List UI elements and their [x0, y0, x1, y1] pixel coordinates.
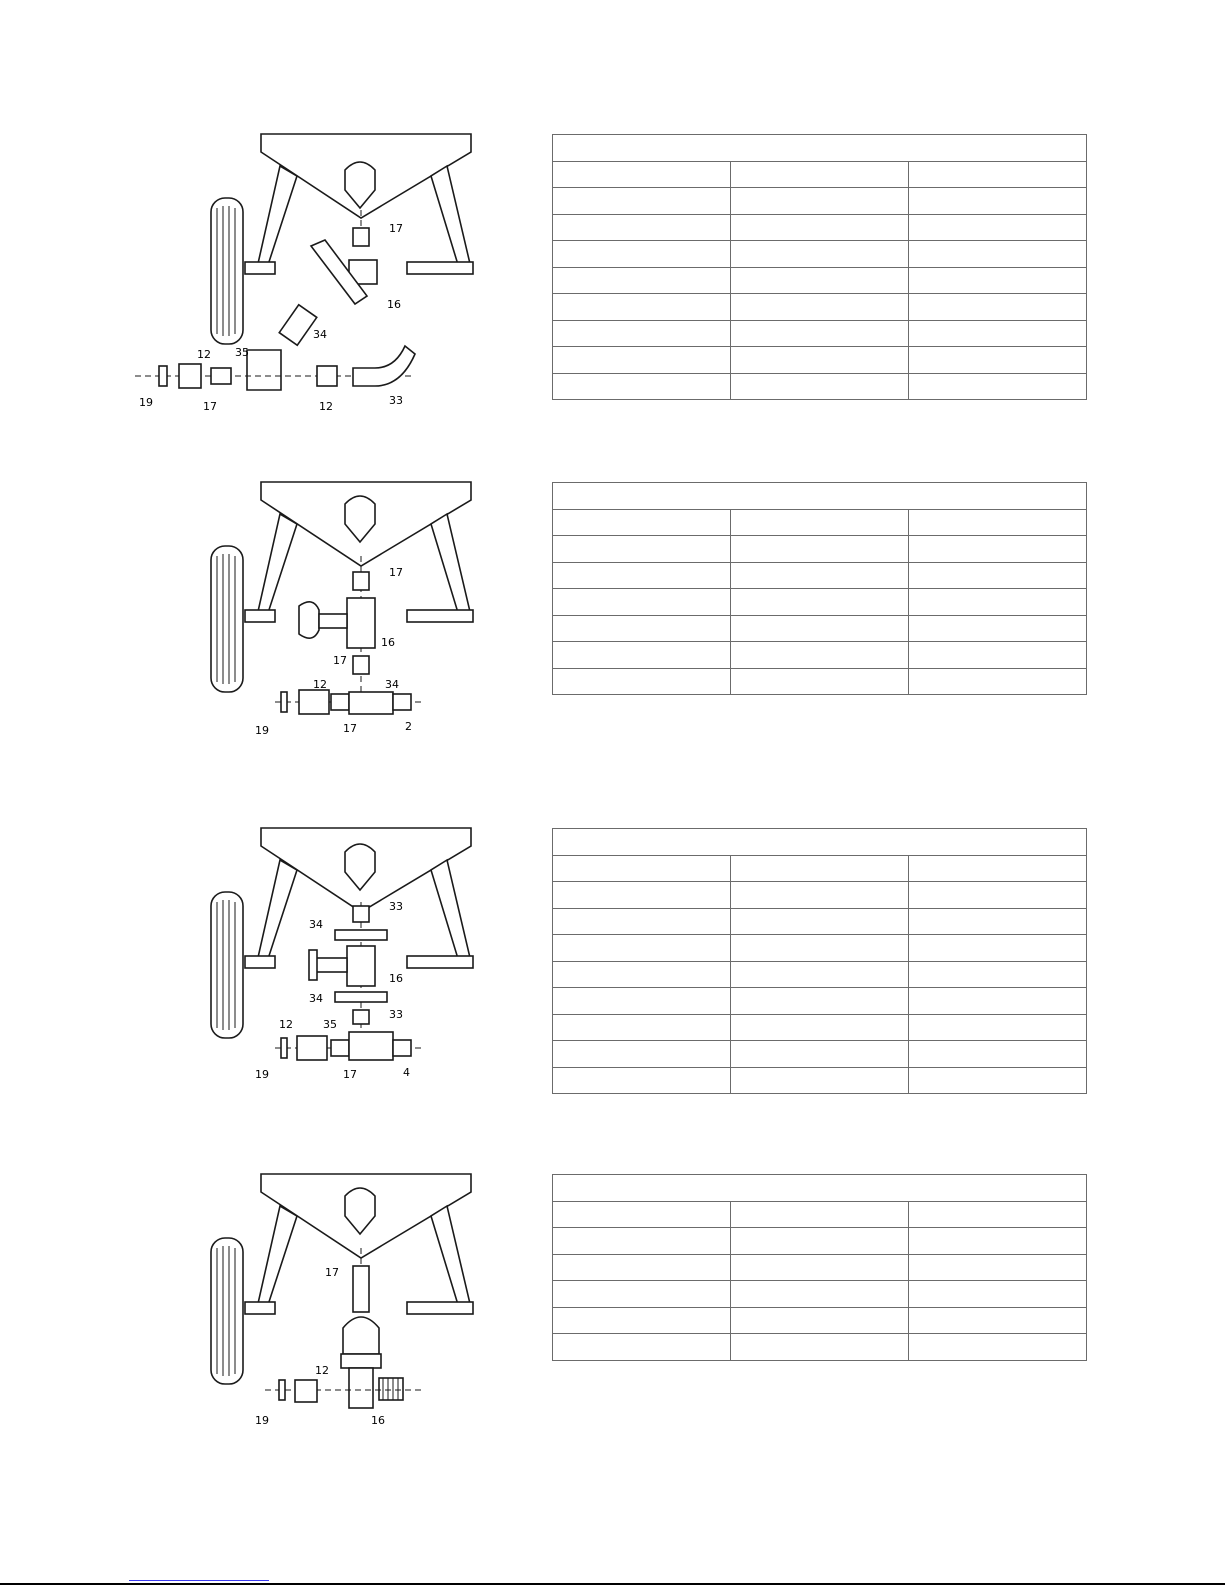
wheel [211, 892, 243, 1038]
table-row [553, 373, 1087, 400]
exploded-view-svg [135, 476, 495, 796]
nipple-17 [353, 228, 369, 246]
callout-33: 33 [389, 1008, 403, 1021]
callout-2: 2 [405, 720, 412, 733]
table-title [553, 1175, 1087, 1202]
table-row [553, 509, 1087, 536]
plug-2 [393, 694, 411, 710]
valve-collar [341, 1354, 381, 1368]
valve-handwheel [309, 950, 317, 980]
frame-leg-right [431, 514, 471, 616]
callout-33: 33 [389, 394, 403, 407]
callout-19: 19 [255, 724, 269, 737]
nipple-17c [331, 694, 349, 710]
table-row [553, 882, 1087, 909]
axle-left [245, 956, 275, 968]
coupling-12 [179, 364, 201, 388]
valve-stem [319, 614, 347, 628]
frame-leg-right [431, 166, 471, 268]
callout-16: 16 [371, 1414, 385, 1427]
table-row [553, 855, 1087, 882]
table-row [553, 589, 1087, 616]
callout-34: 34 [309, 992, 323, 1005]
table-row [553, 320, 1087, 347]
callout-16: 16 [387, 298, 401, 311]
callout-34: 34 [309, 918, 323, 931]
parts-table-3 [552, 828, 1087, 1094]
wheel [211, 198, 243, 344]
cap-19 [281, 1038, 287, 1058]
cap-19 [279, 1380, 285, 1400]
callout-12: 12 [315, 1364, 329, 1377]
table-title [553, 483, 1087, 510]
table-row [553, 347, 1087, 374]
table-row [553, 961, 1087, 988]
table-row [553, 615, 1087, 642]
callout-16: 16 [389, 972, 403, 985]
exploded-view-svg [135, 1168, 495, 1488]
callout-16: 16 [381, 636, 395, 649]
callout-35: 35 [235, 346, 249, 359]
flange-34b [335, 992, 387, 1002]
coupling-12 [297, 1036, 327, 1060]
footer-link[interactable] [129, 1570, 269, 1581]
union-12 [317, 366, 337, 386]
nipple-17b [211, 368, 231, 384]
assembly-drawing-4 [135, 1168, 495, 1488]
coupling-12 [295, 1380, 317, 1402]
plug-4 [393, 1040, 411, 1056]
table-row [553, 294, 1087, 321]
callout-19: 19 [255, 1414, 269, 1427]
table-row [553, 241, 1087, 268]
frame-leg-left [257, 860, 297, 962]
coupling-12 [299, 690, 329, 714]
valve-body-16 [349, 1368, 373, 1408]
valve-cap [343, 1317, 379, 1354]
table-row [553, 214, 1087, 241]
parts-table-4 [552, 1174, 1087, 1361]
table-row [553, 1254, 1087, 1281]
table-row [553, 1201, 1087, 1228]
pipe-17 [353, 1266, 369, 1312]
table-row [553, 562, 1087, 589]
frame-leg-left [257, 514, 297, 616]
table-row [553, 1228, 1087, 1255]
wheel [211, 546, 243, 692]
tee-34 [349, 692, 393, 714]
frame-leg-left [257, 1206, 297, 1308]
assembly-drawing-2 [135, 476, 495, 796]
callout-17: 17 [203, 400, 217, 413]
table-row [553, 935, 1087, 962]
callout-12: 12 [279, 1018, 293, 1031]
callout-35: 35 [323, 1018, 337, 1031]
axle-right [407, 956, 473, 968]
axle-left [245, 610, 275, 622]
frame-leg-left [257, 166, 297, 268]
axle-right [407, 1302, 473, 1314]
axle-left [245, 262, 275, 274]
table-row [553, 988, 1087, 1015]
valve-handwheel [299, 602, 319, 638]
nipple-17b [353, 656, 369, 674]
nipple-33b [353, 1010, 369, 1024]
table-row [553, 161, 1087, 188]
table-row [553, 267, 1087, 294]
exploded-view-svg [135, 822, 495, 1142]
table-row [553, 1067, 1087, 1094]
strainer-35 [247, 350, 281, 390]
table-title [553, 135, 1087, 162]
assembly-drawing-1 [135, 128, 495, 448]
frame-leg-right [431, 860, 471, 962]
callout-33: 33 [389, 900, 403, 913]
table-row [553, 1041, 1087, 1068]
parts-table-2 [552, 482, 1087, 695]
callout-12: 12 [197, 348, 211, 361]
callout-34: 34 [385, 678, 399, 691]
callout-17: 17 [325, 1266, 339, 1279]
callout-19: 19 [255, 1068, 269, 1081]
nipple-33 [353, 906, 369, 922]
axle-left [245, 1302, 275, 1314]
table-row [553, 908, 1087, 935]
nipple-17 [331, 1040, 349, 1056]
callout-17: 17 [343, 722, 357, 735]
table-row [553, 1307, 1087, 1334]
exploded-view-svg [135, 128, 495, 448]
valve-body-16 [347, 946, 375, 986]
table-row [553, 642, 1087, 669]
parts-table-1 [552, 134, 1087, 400]
reducer-34 [279, 305, 317, 345]
table-row [553, 1281, 1087, 1308]
callout-19: 19 [139, 396, 153, 409]
table-row [553, 1334, 1087, 1361]
callout-17: 17 [343, 1068, 357, 1081]
callout-17: 17 [333, 654, 347, 667]
axle-right [407, 262, 473, 274]
nipple-17 [353, 572, 369, 590]
axle-right [407, 610, 473, 622]
table-title [553, 829, 1087, 856]
callout-17: 17 [389, 222, 403, 235]
frame-leg-right [431, 1206, 471, 1308]
tee-35 [349, 1032, 393, 1060]
callout-17: 17 [389, 566, 403, 579]
wheel [211, 1238, 243, 1384]
callout-12: 12 [319, 400, 333, 413]
callout-12: 12 [313, 678, 327, 691]
callout-4: 4 [403, 1066, 410, 1079]
valve-body-16 [347, 598, 375, 648]
flange-34 [335, 930, 387, 940]
table-row [553, 536, 1087, 563]
elbow-33 [353, 346, 415, 386]
cap-19 [159, 366, 167, 386]
cap-19 [281, 692, 287, 712]
callout-34: 34 [313, 328, 327, 341]
table-row [553, 1014, 1087, 1041]
table-row [553, 188, 1087, 215]
table-row [553, 668, 1087, 695]
assembly-drawing-3 [135, 822, 495, 1142]
